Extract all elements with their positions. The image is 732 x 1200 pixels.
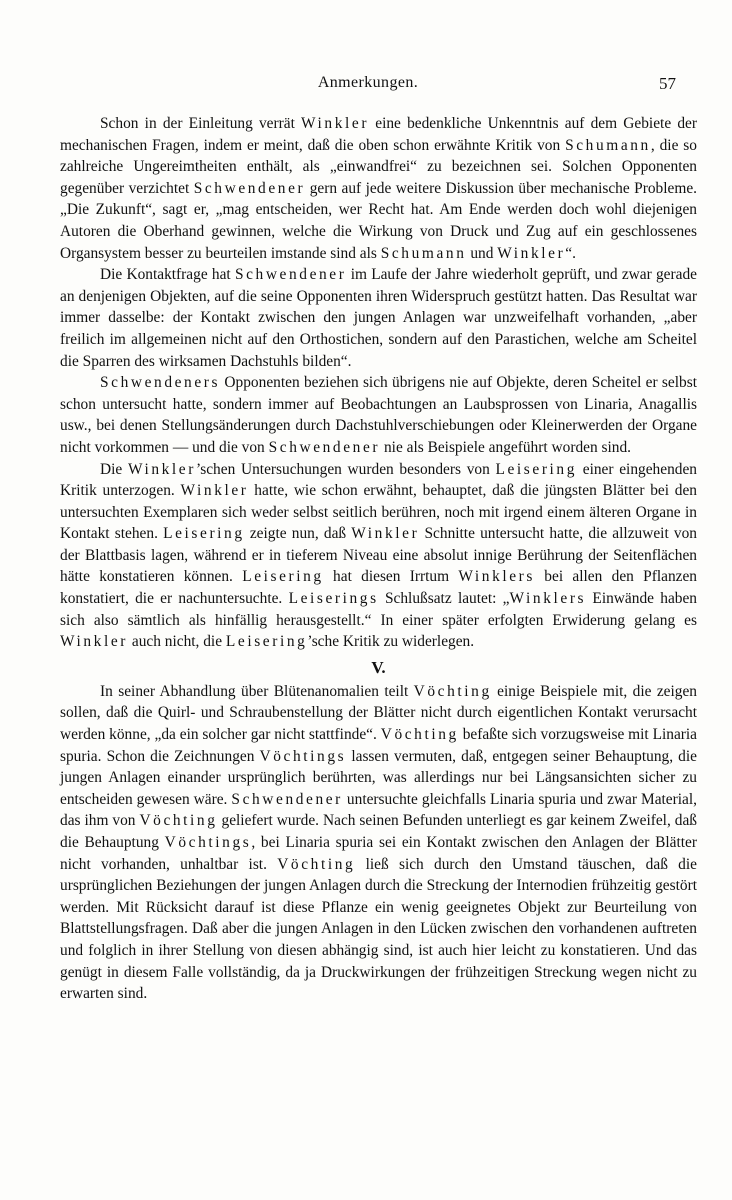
spaced-name: Vöchtings [164,834,252,851]
text-run: ’sche Kritik zu widerlegen. [307,633,475,651]
spaced-name: Leisering [225,633,308,651]
spaced-name: Winkler [127,460,196,478]
paragraph [60,372,697,458]
text-run: eine bedenkliche Unkenntnis auf dem Gebiete der mechanischen Fragen, indem er meint, daß die oben schon erwähnte Kritik von [60,115,697,154]
spaced-name: Leisering [163,525,245,543]
text-run: ’schen Untersuchungen wurden besonders von [195,460,496,478]
text-run: geliefert wurde. Nach seinen Befunden unterliegt es gar keinem Zweifel, daß die Behauptung [60,812,697,851]
text-run: , bei Linaria spuria sei ein Kontakt zwischen den Anlagen der Blätter nicht vorhanden, unhaltbar ist. [60,834,697,873]
text-run: Schnitte untersucht hatte, die allzuweit von der Blattbasis lagen, während er in tieferem Niveau eine absolut innige Berührung der Seitenflächen hätte konstatieren können. [60,525,697,586]
spaced-name: Schwendener [231,790,343,808]
spaced-name: Leiserings [288,590,379,608]
spaced-name: Vöchting [380,726,459,744]
spaced-name: Vöchting [139,812,218,830]
text-run: Opponenten beziehen sich übrigens nie auf Objekte, deren Scheitel er selbst schon untersucht hatte, sondern immer auf Beobachtungen an Laubsprossen von Linaria, Anagallis usw., bei denen Stellungsänderungen durch Dachstuhlverschiebungen oder Kleinerwerden der Organe nicht vorkommen — und die von [60,374,697,456]
spaced-name: Winklers [509,590,587,608]
text-run: Die Kontaktfrage hat [100,266,235,284]
text-run: “. [565,244,576,262]
spaced-name: Schwendener [193,179,306,197]
page-number: 57 [659,74,676,93]
text-run: zeigte nun, daß [244,525,352,543]
spaced-name: Winkler [60,633,129,651]
text-run: lassen vermuten, daß, entgegen seiner Behauptung, die jungen Anlagen einander ursprünglich berührten, was allerdings nur bei Längsansichten sicher zu entscheiden gewesen wäre. [60,747,697,808]
page-header [60,74,676,98]
text-run: Schlußsatz lautet: „ [378,590,510,608]
text-run: und [466,244,498,262]
text-run: befaßte sich vorzugsweise mit Linaria spuria. Schon die Zeichnungen [60,726,698,765]
spaced-name: Schumann [565,136,651,154]
paragraph [60,459,697,653]
spaced-name: Winkler [180,482,249,500]
spaced-name: Schwendener [234,266,347,284]
text-run: einige Beispiele mit, die zeigen sollen, daß die Quirl- und Schraubenstellung der Blätter nicht durch eigentlichen Kontakt verursacht werden könne, „da ein solcher gar nicht stattfinde“. [60,682,697,744]
spaced-name: Winkler [301,115,370,132]
text-run: untersuchte gleichfalls Linaria spuria und zwar Material, das ihm von [60,790,697,830]
spaced-name: Leisering [242,568,324,586]
spaced-name: Vöchting [413,682,492,700]
text-run: ließ sich durch den Umstand täuschen, daß die ursprünglichen Beziehungen der jungen Anlagen durch die Streckung der Internodien frühzeitig gestört werden. Mit Rücksicht darauf ist diese Pflanze ein wenig geeignetes Objekt zur Beurteilung von Blattstellungsfragen. Daß aber die jungen Anlagen in den Lücken zwischen den vorhandenen auftreten und folglich in ihrer Stellung von diesen abhängig sind, ist auch hier leicht zu konstatieren. Und das genügt in diesem Falle vollständig, da ja Druckwirkungen der frühzeitigen Streckung wegen nicht zu erwarten sind. [60,855,697,1003]
spaced-name: Winkler [351,525,420,543]
text-run: einer eingehenden Kritik unterzogen. [60,460,697,500]
text-run: bei allen den Pflanzen konstatiert, die er nachuntersuchte. [60,568,697,608]
spaced-name: Schwendener [268,438,381,456]
text-run: gern auf jede weitere Diskussion über mechanische Probleme. „Die Zukunft“, sagt er, „mag entscheiden, wer Recht hat. Am Ende werden doch wohl diejenigen Autoren die Oberhand gewinnen, welche die Wirkung von Druck und Zug auf ein geschlossenes Organsystem besser zu beurteilen imstande sind als [60,179,697,262]
paragraph [60,681,697,1005]
body-text [60,113,697,1005]
text-run: Schon in der Einleitung verrät [100,115,302,132]
text-run: hatte, wie schon erwähnt, behauptet, daß die jüngsten Blätter bei den untersuchten Exemplaren sich weder selbst seitlich berühren, noch mit irgend einem älteren Organe in Kontakt stehen. [60,482,697,543]
spaced-name: Winklers [458,568,535,586]
text-run: Die [100,460,128,478]
paragraph [60,264,697,372]
text-run: , die so zahlreiche Ungereimtheiten enthält, als „einwandfrei“ zu bezeichnen sei. Solchen Opponenten gegenüber verzichtet [60,136,697,197]
spaced-name: Schumann [380,244,467,262]
spaced-name: Winkler [497,244,566,262]
paragraph [60,113,697,264]
spaced-name: Leisering [495,460,578,478]
spaced-name: Vöchting [277,855,356,873]
text-run: auch nicht, die [128,633,226,651]
spaced-name: Schwendeners [100,374,221,392]
spaced-name: Vöchtings [259,747,347,765]
text-run: nie als Beispiele angeführt worden sind. [380,438,632,456]
running-title: Anmerkungen. [317,74,419,91]
text-run: In seiner Abhandlung über Blütenanomalien teilt [100,682,414,700]
text-run: Einwände haben sich also sämtlich als hinfällig herausgestellt.“ In einer später erfolgten Erwiderung gelang es [60,590,697,629]
text-run: hat diesen Irrtum [323,568,459,586]
section-heading: V. [371,657,386,677]
text-run: im Laufe der Jahre wiederholt geprüft, und zwar gerade an denjenigen Objekten, auf die seine Opponenten ihren Widerspruch gestützt hatten. Das Resultat war immer dasselbe: der Kontakt zwischen den jungen Anlagen war unzweifelhaft vorhanden, „aber freilich im allgemeinen nicht auf den Orthostichen, sondern auf den Parastichen, welche am Scheitel die Sparren des wirksamen Dachstuhls bilden“. [60,266,697,370]
